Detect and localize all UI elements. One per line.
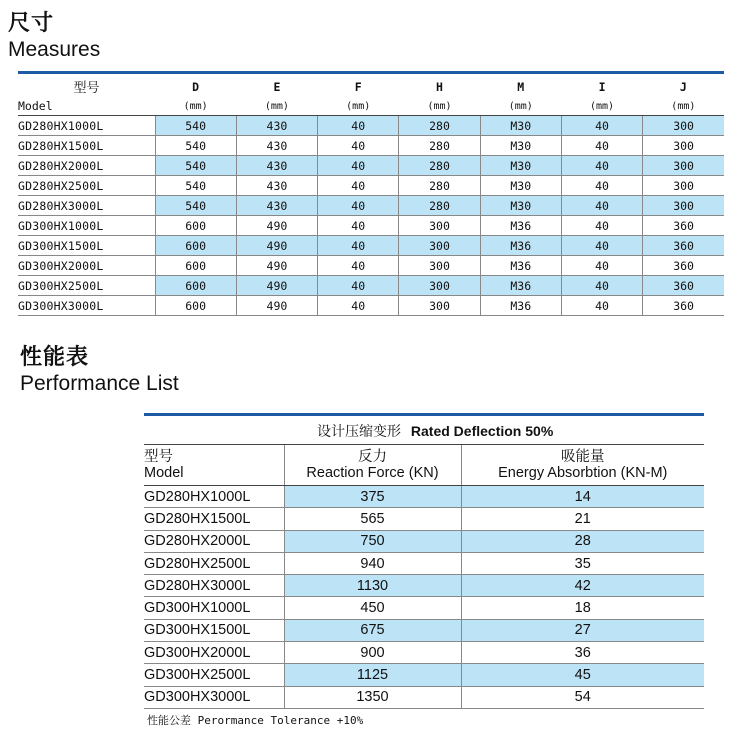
model-cell: GD300HX2000L — [144, 642, 284, 664]
performance-body — [144, 486, 704, 709]
energy-cell: 28 — [461, 530, 704, 552]
measures-unit: (mm) — [561, 97, 642, 116]
value-cell: 40 — [318, 136, 399, 156]
value-cell: 360 — [643, 236, 724, 256]
table-row — [144, 508, 704, 530]
performance-header-force-en: Reaction Force (KN) — [306, 465, 439, 481]
value-cell: 40 — [561, 176, 642, 196]
measures-unit: (mm) — [643, 97, 724, 116]
value-cell: 40 — [561, 196, 642, 216]
energy-cell: 54 — [461, 686, 704, 708]
value-cell: 40 — [561, 116, 642, 136]
force-cell: 450 — [284, 597, 461, 619]
deflection-label — [284, 418, 704, 445]
value-cell: 40 — [561, 136, 642, 156]
table-row — [18, 176, 724, 196]
value-cell: 300 — [643, 196, 724, 216]
value-cell: 600 — [155, 236, 236, 256]
value-cell: 430 — [236, 196, 317, 216]
deflection-row — [144, 418, 704, 445]
force-cell: 940 — [284, 552, 461, 574]
table-row — [18, 296, 724, 316]
value-cell: 360 — [643, 216, 724, 236]
energy-cell: 35 — [461, 552, 704, 574]
measures-header-row — [18, 76, 724, 97]
model-cell: GD300HX3000L — [144, 686, 284, 708]
table-row — [18, 136, 724, 156]
value-cell: 430 — [236, 136, 317, 156]
deflection-label-cn: 设计压缩变形 — [317, 423, 401, 439]
value-cell: 490 — [236, 236, 317, 256]
table-row — [18, 216, 724, 236]
value-cell: 430 — [236, 116, 317, 136]
value-cell: 280 — [399, 156, 480, 176]
force-cell: 375 — [284, 486, 461, 508]
model-cell: GD300HX2500L — [18, 276, 155, 296]
table-row — [144, 597, 704, 619]
deflection-spacer — [144, 418, 284, 445]
performance-header-model — [144, 445, 284, 486]
measures-title-en: Measures — [8, 38, 101, 61]
value-cell: 300 — [399, 236, 480, 256]
value-cell: 40 — [318, 296, 399, 316]
value-cell: 490 — [236, 276, 317, 296]
deflection-label-en: Rated Deflection 50% — [410, 423, 554, 439]
value-cell: M30 — [480, 196, 561, 216]
value-cell: 300 — [399, 256, 480, 276]
value-cell: 40 — [561, 276, 642, 296]
value-cell: M36 — [480, 256, 561, 276]
value-cell: 300 — [643, 176, 724, 196]
value-cell: 600 — [155, 276, 236, 296]
measures-unit-row — [18, 97, 724, 116]
value-cell: 540 — [155, 156, 236, 176]
value-cell: 40 — [561, 296, 642, 316]
model-cell: GD280HX3000L — [144, 575, 284, 597]
value-cell: 300 — [643, 156, 724, 176]
value-cell: 40 — [318, 276, 399, 296]
value-cell: M36 — [480, 296, 561, 316]
performance-title-cn: 性能表 — [20, 345, 90, 370]
measures-col-header: I — [598, 79, 606, 94]
value-cell: 540 — [155, 136, 236, 156]
value-cell: 490 — [236, 296, 317, 316]
table-row — [144, 486, 704, 508]
value-cell: M36 — [480, 236, 561, 256]
model-cell: GD300HX1000L — [144, 597, 284, 619]
energy-cell: 27 — [461, 619, 704, 641]
model-cell: GD280HX1500L — [144, 508, 284, 530]
force-cell: 565 — [284, 508, 461, 530]
value-cell: 40 — [318, 256, 399, 276]
table-row — [18, 256, 724, 276]
value-cell: M30 — [480, 136, 561, 156]
measures-col-header: D — [192, 79, 200, 94]
value-cell: 280 — [399, 196, 480, 216]
measures-unit: (mm) — [318, 97, 399, 116]
value-cell: 40 — [318, 116, 399, 136]
measures-title-cn: 尺寸 — [8, 11, 55, 36]
performance-header-force-cn: 反力 — [358, 449, 387, 465]
value-cell: 40 — [318, 236, 399, 256]
measures-table — [18, 76, 724, 316]
measures-header-model-en: Model — [18, 97, 155, 116]
value-cell: 300 — [399, 296, 480, 316]
performance-header-force — [284, 445, 461, 486]
value-cell: 40 — [318, 156, 399, 176]
model-cell: GD280HX2000L — [144, 530, 284, 552]
value-cell: M30 — [480, 156, 561, 176]
measures-col-header: M — [517, 79, 525, 94]
energy-cell: 18 — [461, 597, 704, 619]
value-cell: 600 — [155, 296, 236, 316]
force-cell: 750 — [284, 530, 461, 552]
energy-cell: 21 — [461, 508, 704, 530]
table-row — [144, 686, 704, 708]
table-row — [144, 664, 704, 686]
measures-unit: (mm) — [155, 97, 236, 116]
value-cell: M30 — [480, 176, 561, 196]
value-cell: M36 — [480, 216, 561, 236]
model-cell: GD300HX3000L — [18, 296, 155, 316]
tolerance-note: 性能公差 Perormance Tolerance +10% — [147, 714, 364, 727]
value-cell: 280 — [399, 176, 480, 196]
table-row — [144, 575, 704, 597]
energy-cell: 45 — [461, 664, 704, 686]
energy-cell: 14 — [461, 486, 704, 508]
value-cell: 360 — [643, 276, 724, 296]
model-cell: GD280HX2500L — [144, 552, 284, 574]
value-cell: 490 — [236, 256, 317, 276]
value-cell: 600 — [155, 256, 236, 276]
table-row — [18, 116, 724, 136]
model-cell: GD280HX3000L — [18, 196, 155, 216]
value-cell: 40 — [318, 196, 399, 216]
value-cell: 40 — [561, 156, 642, 176]
model-cell: GD300HX2000L — [18, 256, 155, 276]
performance-header-model-en: Model — [144, 465, 184, 481]
model-cell: GD300HX1000L — [18, 216, 155, 236]
table-row — [144, 619, 704, 641]
performance-table — [144, 418, 704, 709]
model-cell: GD280HX2500L — [18, 176, 155, 196]
measures-col-header: F — [354, 79, 362, 94]
value-cell: 280 — [399, 116, 480, 136]
force-cell: 1125 — [284, 664, 461, 686]
model-cell: GD300HX1500L — [144, 619, 284, 641]
table-row — [144, 530, 704, 552]
value-cell: M36 — [480, 276, 561, 296]
force-cell: 1130 — [284, 575, 461, 597]
value-cell: M30 — [480, 116, 561, 136]
value-cell: 430 — [236, 156, 317, 176]
measures-header-model-cn: 型号 — [73, 81, 100, 96]
performance-header-energy-cn: 吸能量 — [561, 449, 605, 465]
measures-body — [18, 116, 724, 316]
value-cell: 300 — [643, 136, 724, 156]
value-cell: 540 — [155, 176, 236, 196]
performance-header-row — [144, 445, 704, 486]
value-cell: 40 — [318, 176, 399, 196]
value-cell: 600 — [155, 216, 236, 236]
performance-header-model-cn: 型号 — [144, 449, 173, 465]
model-cell: GD280HX1500L — [18, 136, 155, 156]
value-cell: 40 — [561, 256, 642, 276]
value-cell: 280 — [399, 136, 480, 156]
measures-unit: (mm) — [236, 97, 317, 116]
value-cell: 490 — [236, 216, 317, 236]
model-cell: GD300HX1500L — [18, 236, 155, 256]
value-cell: 40 — [318, 216, 399, 236]
measures-col-header: E — [273, 79, 281, 94]
value-cell: 40 — [561, 216, 642, 236]
value-cell: 300 — [399, 276, 480, 296]
table-row — [18, 156, 724, 176]
force-cell: 900 — [284, 642, 461, 664]
model-cell: GD280HX1000L — [144, 486, 284, 508]
force-cell: 675 — [284, 619, 461, 641]
value-cell: 360 — [643, 296, 724, 316]
value-cell: 540 — [155, 196, 236, 216]
measures-unit: (mm) — [399, 97, 480, 116]
performance-title-en: Performance List — [20, 372, 179, 395]
measures-unit: (mm) — [480, 97, 561, 116]
performance-header-energy-en: Energy Absorbtion (KN-M) — [498, 465, 668, 481]
measures-col-header: H — [436, 79, 443, 94]
model-cell: GD280HX1000L — [18, 116, 155, 136]
table-row — [18, 276, 724, 296]
performance-top-rule — [144, 413, 704, 416]
value-cell: 540 — [155, 116, 236, 136]
value-cell: 300 — [399, 216, 480, 236]
energy-cell: 42 — [461, 575, 704, 597]
table-row — [18, 236, 724, 256]
measures-col-header: J — [679, 79, 687, 94]
table-row — [144, 552, 704, 574]
model-cell: GD280HX2000L — [18, 156, 155, 176]
table-row — [144, 642, 704, 664]
model-cell: GD300HX2500L — [144, 664, 284, 686]
value-cell: 40 — [561, 236, 642, 256]
value-cell: 360 — [643, 256, 724, 276]
performance-header-energy — [461, 445, 704, 486]
table-row — [18, 196, 724, 216]
value-cell: 300 — [643, 116, 724, 136]
energy-cell: 36 — [461, 642, 704, 664]
value-cell: 430 — [236, 176, 317, 196]
force-cell: 1350 — [284, 686, 461, 708]
measures-top-rule — [18, 71, 724, 74]
